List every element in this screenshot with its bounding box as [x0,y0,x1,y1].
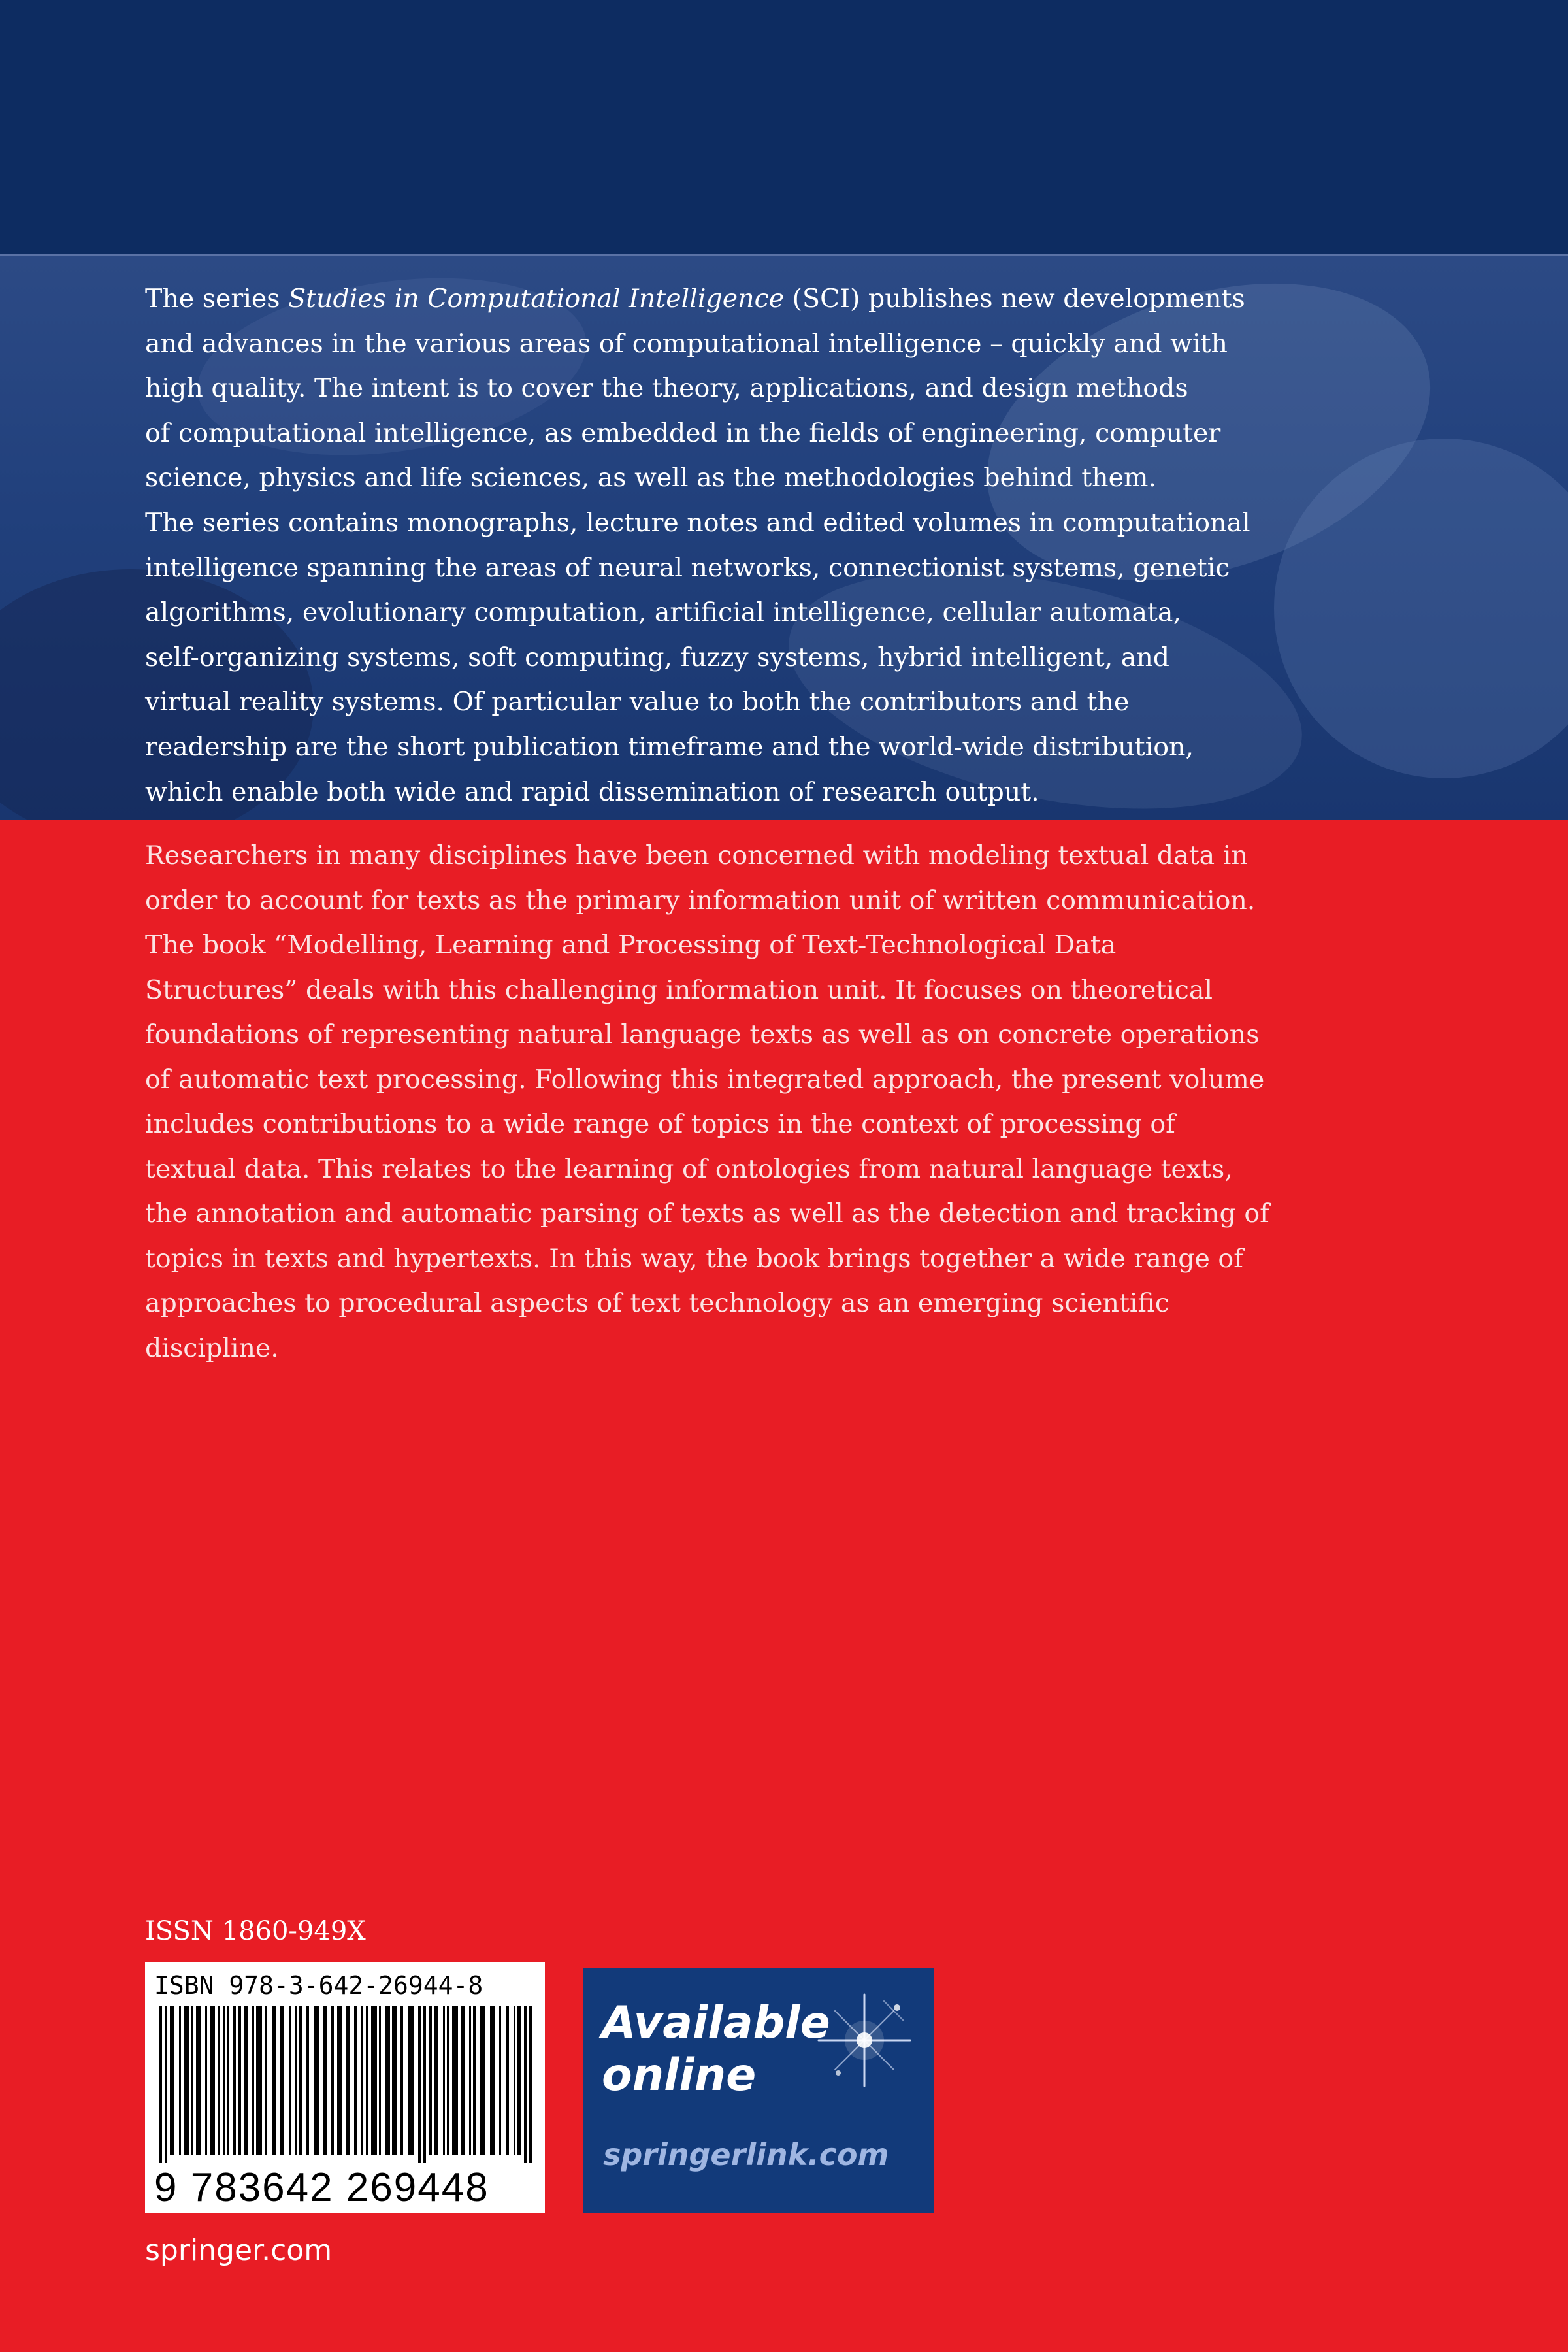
book-line: discipline. [145,1333,279,1363]
barcode-bar [408,2006,414,2155]
barcode-bar [295,2006,297,2155]
barcode-bar [314,2006,319,2155]
series-line: of computational intelligence, as embedded in the fields of engineering, computer [145,418,1221,448]
series-line: The series Studies in Computational Intelligence (SCI) publishes new developments [145,284,1245,314]
available-online-badge[interactable] [583,1968,934,2213]
barcode-bar [443,2006,445,2155]
barcode-bar [346,2006,350,2155]
barcode-bar [529,2006,532,2163]
isbn-label: ISBN 978-3-642-26944-8 [154,1971,483,2000]
series-line: which enable both wide and rapid dissemination of research output. [145,776,1039,807]
barcode-bar [517,2006,521,2155]
barcode-bar [159,2006,162,2163]
barcode-bar [227,2006,229,2155]
barcode-bar [331,2006,334,2155]
barcode-bar [272,2006,276,2155]
barcode-bar [256,2006,262,2155]
barcode-bar [392,2006,397,2155]
barcode-bar [524,2006,527,2163]
barcode-bar [170,2006,174,2155]
barcode-bar [337,2006,342,2155]
available-online-title: Available online [602,1997,830,2101]
barcode-bars [154,2006,536,2163]
barcode-bar [490,2006,495,2155]
barcode-bar [191,2006,193,2155]
publisher-url[interactable]: springer.com [145,2234,333,2267]
book-line: the annotation and automatic parsing of texts as well as the detection and tracking of [145,1199,1269,1229]
barcode-bar [379,2006,381,2155]
barcode-bar [289,2006,291,2155]
series-line: high quality. The intent is to cover the theory, applications, and design methods [145,373,1188,404]
barcode-bar [434,2006,438,2155]
series-line: readership are the short publication timeframe and the world-wide distribution, [145,731,1194,762]
barcode-bar [265,2006,267,2155]
barcode-bar [499,2006,501,2155]
series-title: Studies in Computational Intelligence [288,284,785,314]
barcode-bar [252,2006,254,2155]
barcode-bar [480,2006,485,2155]
series-line: virtual reality systems. Of particular value to both the contributors and the [145,687,1130,718]
book-line: textual data. This relates to the learning of ontologies from natural language texts, [145,1153,1233,1184]
book-line: topics in texts and hypertexts. In this way, the book brings together a wide range of [145,1243,1243,1274]
barcode-bar [323,2006,327,2155]
book-line: approaches to procedural aspects of text technology as an emerging scientific [145,1288,1169,1318]
book-line: Structures” deals with this challenging information unit. It focuses on theoretical [145,974,1213,1005]
barcode-bar [423,2006,426,2163]
barcode-bar [361,2006,363,2155]
barcode-bar [366,2006,368,2155]
series-line: intelligence spanning the areas of neural networks, connectionist systems, genetic [145,552,1230,583]
barcode-bar [514,2006,515,2155]
book-description [145,833,1282,1370]
series-description [145,276,1282,814]
barcode-bar [400,2006,403,2155]
barcode-bar [469,2006,471,2155]
series-line: algorithms, evolutionary computation, artificial intelligence, cellular automata, [145,597,1181,628]
series-line: self-organizing systems, soft computing, fuzzy systems, hybrid intelligent, and [145,642,1170,672]
barcode-bar [461,2006,465,2155]
isbn-barcode [145,1962,545,2213]
barcode-bar [223,2006,225,2155]
barcode-bar [218,2006,220,2155]
series-line: science, physics and life sciences, as well as the methodologies behind them. [145,463,1156,493]
series-line: The series contains monographs, lecture notes and edited volumes in computational [145,507,1250,538]
barcode-bar [244,2006,248,2155]
series-line: and advances in the various areas of computational intelligence – quickly and with [145,328,1228,359]
barcode-bar [299,2006,302,2155]
book-line: includes contributions to a wide range of topics in the context of processing of [145,1109,1175,1139]
barcode-bar [165,2006,167,2163]
barcode-bar [371,2006,377,2155]
book-line: The book “Modelling, Learning and Processing of Text-Technological Data [145,930,1117,960]
barcode-bar [429,2006,432,2155]
barcode-bar [452,2006,458,2155]
barcode-bar [385,2006,390,2155]
barcode-bar [238,2006,241,2155]
barcode-bar [506,2006,509,2155]
book-line: Researchers in many disciplines have been concerned with modeling textual data in [145,840,1248,870]
book-line: foundations of representing natural language texts as well as on concrete operations [145,1019,1260,1050]
springerlink-url[interactable]: springerlink.com [603,2137,889,2172]
issn-number: ISSN 1860-949X [145,1916,366,1946]
barcode-bar [205,2006,207,2155]
book-line: order to account for texts as the primary information unit of written communication. [145,885,1256,916]
barcode-bar [280,2006,284,2155]
barcode-bar [473,2006,476,2155]
barcode-bar [179,2006,181,2155]
barcode-bar [306,2006,309,2155]
barcode-digits: 9 783642 269448 [154,2165,489,2210]
book-line: of automatic text processing. Following this integrated approach, the present volume [145,1064,1265,1095]
barcode-bar [447,2006,449,2155]
barcode-bar [196,2006,201,2155]
barcode-bar [354,2006,357,2155]
barcode-bar [418,2006,421,2163]
top-blue-band [0,0,1568,254]
barcode-bar [184,2006,189,2155]
barcode-bar [210,2006,215,2155]
barcode-bar [233,2006,236,2155]
